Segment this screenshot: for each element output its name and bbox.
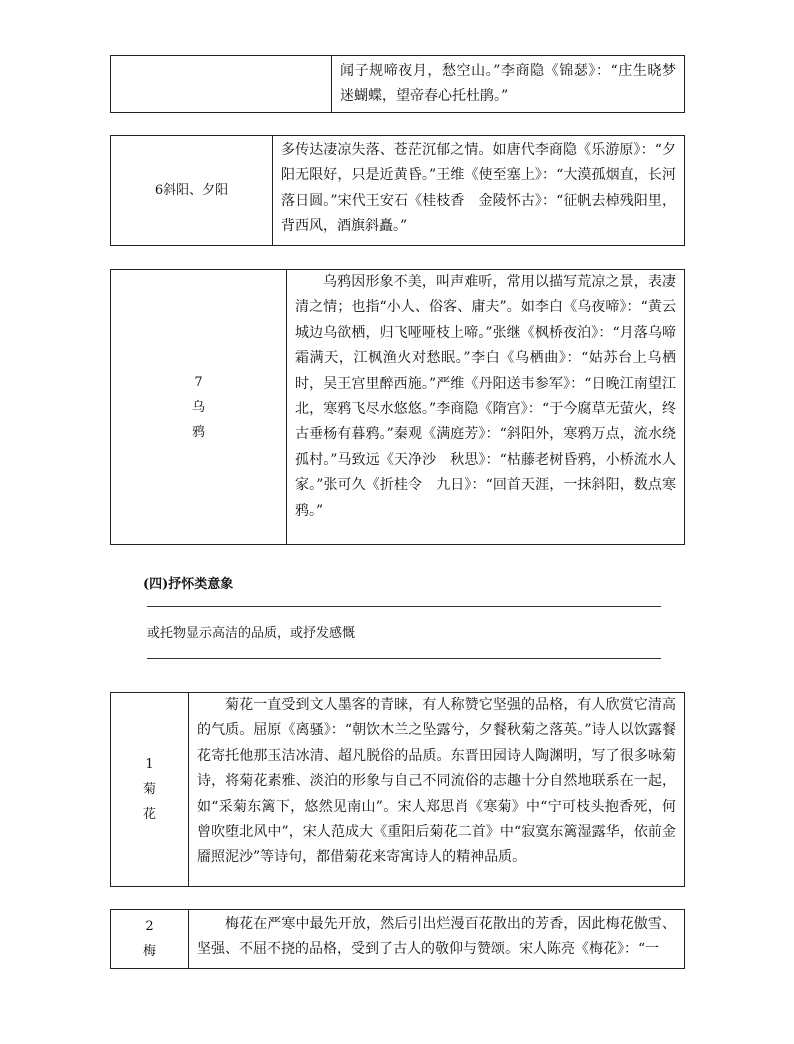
table-continuation <box>110 55 685 113</box>
imagery-text: 梅花在严寒中最先开放，然后引出烂漫百花散出的芳香，因此梅花傲雪、坚强、不屈不挠的品格，受到了古人的敬仰与赞颂。宋人陈亮《梅花》：“一 <box>197 916 676 958</box>
imagery-number: 7 <box>194 374 203 390</box>
section-heading: (四)抒怀类意象 <box>143 577 234 592</box>
imagery-text: 菊花一直受到文人墨客的青睐，有人称赞它坚强的品格，有人欣赏它清高的气质。屈原《离骚》：“朝饮木兰之坠露兮，夕餐秋菊之落英。”诗人以饮露餐花寄托他那玉洁冰清、超凡脱俗的品质。东晋田园诗人陶渊明，写了很多咏菊诗，将菊花素雅、淡泊的形象与自己不同流俗的志趣十分自然地联系在一起，如“采菊东篱下，悠然见南山”。宋人郑思肖《寒菊》中“宁可枝头抱香死，何曾吹堕北风中”，宋人范成大《重阳后菊花二首》中“寂寞东篱湿露华，依前金靥照泥沙”等诗句，都借菊花来寄寓诗人的精神品质。 <box>197 697 676 866</box>
imagery-table-7 <box>110 269 685 545</box>
imagery-char: 花 <box>142 807 156 822</box>
imagery-char: 梅 <box>142 944 156 959</box>
imagery-number: 1 <box>145 757 154 772</box>
table-label-cell <box>111 56 332 112</box>
imagery-text: 多传达凄凉失落、苍茫沉郁之情。如唐代李商隐《乐游原》：“夕阳无限好，只是近黄昏。”王维《使至塞上》：“大漠孤烟直，长河落日圆。”宋代王安石《桂枝香 金陵怀古》：“征帆去棹残阳里，背西风，酒旗斜矗。” <box>281 142 676 235</box>
section-note: 或托物显示高洁的品质，或抒发感慨 <box>147 626 356 641</box>
imagery-label <box>111 910 189 968</box>
imagery-char: 菊 <box>142 782 156 797</box>
imagery-char: 乌 <box>191 399 205 415</box>
imagery-char: 鸦 <box>191 424 205 440</box>
answer-line <box>147 606 661 607</box>
answer-line <box>147 658 661 659</box>
imagery-table-2 <box>110 909 685 969</box>
table-text-cell: 闻子规啼夜月，愁空山。”李商隐《锦瑟》：“庄生晓梦迷蝴蝶，望帝春心托杜鹃。” <box>340 63 676 105</box>
imagery-table-1 <box>110 692 685 887</box>
imagery-text: 乌鸦因形象不美，叫声难听，常用以描写荒凉之景，表凄清之情；也指“小人、俗客、庸夫”。如李白《乌夜啼》：“黄云城边乌欲栖，归飞哑哑枝上啼。”张继《枫桥夜泊》：“月落乌啼霜满天，江枫渔火对愁眠。”李白《乌栖曲》：“姑苏台上乌栖时，吴王宫里醉西施。”严维《丹阳送韦参军》：“日晚江南望江北，寒鸦飞尽水悠悠。”李商隐《隋宫》：“于今腐草无萤火，终古垂杨有暮鸦。”秦观《满庭芳》：“斜阳外，寒鸦万点，流水绕孤村。”马致远《天净沙 秋思》：“枯藤老树昏鸦，小桥流水人家。”张可久《折桂令 九日》：“回首天涯，一抹斜阳，数点寒鸦。” <box>295 274 676 519</box>
imagery-label <box>111 693 189 886</box>
imagery-table-6 <box>110 135 685 246</box>
imagery-label <box>111 270 287 544</box>
imagery-label: 6斜阳、夕阳 <box>111 136 273 245</box>
imagery-number: 2 <box>145 919 154 934</box>
